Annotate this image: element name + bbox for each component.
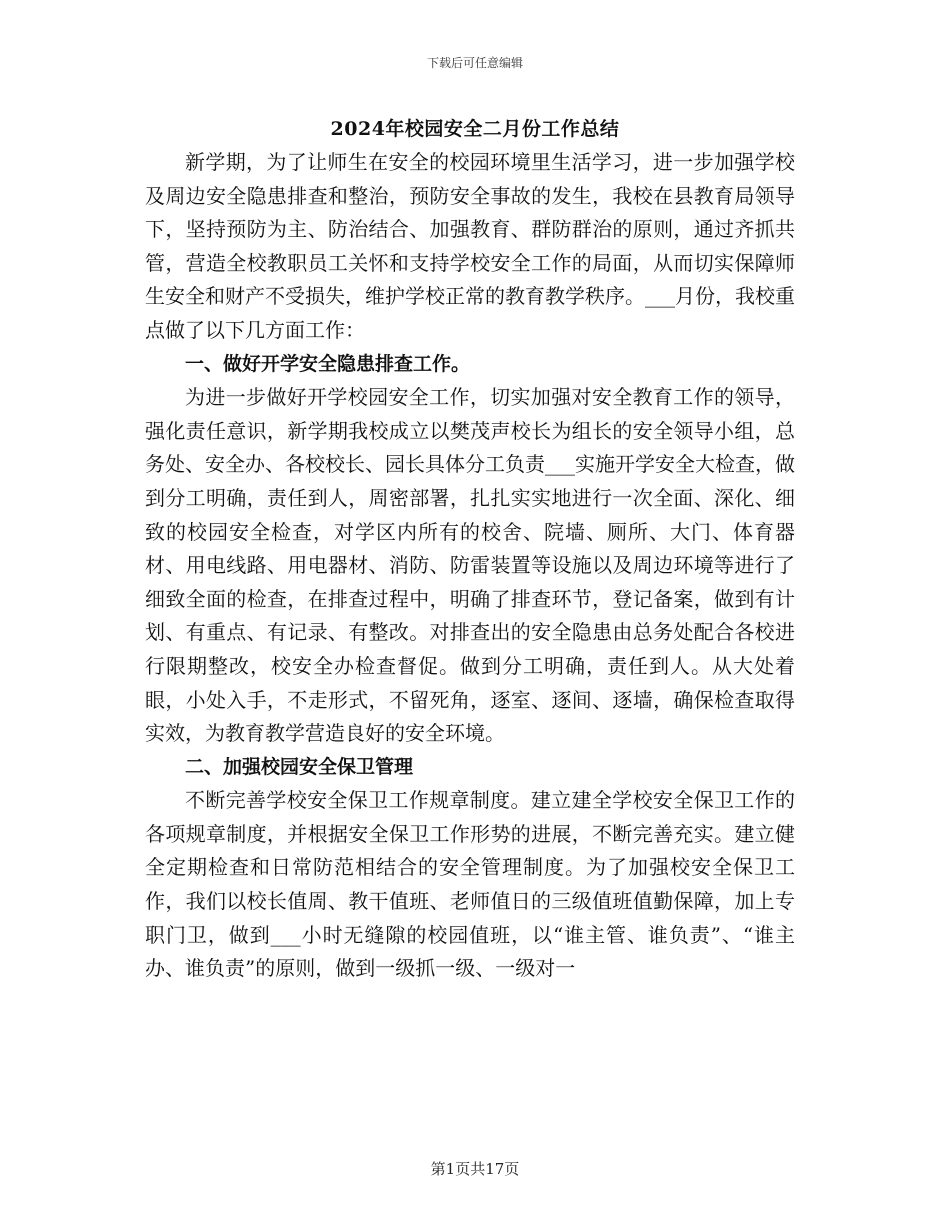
document-body — [145, 146, 795, 986]
page-footer: 第1页共17页 — [430, 1160, 520, 1178]
header-note: 下载后可任意编辑 — [426, 56, 523, 70]
section-heading-2: 二、加强校园安全保卫管理 — [185, 755, 414, 778]
intro-paragraph: 新学期，为了让师生在安全的校园环境里生活学习，进一步加强学校及周边安全隐患排查和整治，预防安全事故的发生，我校在县教育局领导下，坚持预防为主、防治结合、加强教育、群防群治的原则，通过齐抓共管，营造全校教职员工关怀和支持学校安全工作的局面，从而切实保障师生安全和财产不受损失，维护学校正常的教育教学秩序。___月份，我校重点做了以下几方面工作： — [145, 150, 795, 342]
section-1-paragraph: 为进一步做好开学校园安全工作，切实加强对安全教育工作的领导，强化责任意识，新学期我校成立以樊茂声校长为组长的安全领导小组，总务处、安全办、各校校长、园长具体分工负责___实施开学安全大检查，做到分工明确，责任到人，周密部署，扎扎实实地进行一次全面、深化、细致的校园安全检查，对学区内所有的校舍、院墙、厕所、大门、体育器材、用电线路、用电器材、消防、防雷装置等设施以及周边环境等进行了细致全面的检查，在排查过程中，明确了排查环节，登记备案，做到有计划、有重点、有记录、有整改。对排查出的安全隐患由总务处配合各校进行限期整改，校安全办检查督促。做到分工明确，责任到人。从大处着眼，小处入手，不走形式，不留死角，逐室、逐间、逐墙，确保检查取得实效，为教育教学营造良好的安全环境。 — [145, 385, 795, 746]
document-title: 2024年校园安全二月份工作总结 — [330, 118, 620, 140]
section-heading-1: 一、做好开学安全隐患排查工作。 — [185, 352, 471, 375]
section-2-paragraph: 不断完善学校安全保卫工作规章制度。建立建全学校安全保卫工作的各项规章制度，并根据安全保卫工作形势的进展，不断完善充实。建立健全定期检查和日常防范相结合的安全管理制度。为了加强校安全保卫工作，我们以校长值周、教干值班、老师值日的三级值班值勤保障，加上专职门卫，做到___小时无缝隙的校园值班，以“谁主管、谁负责”、“谁主办、谁负责”的原则，做到一级抓一级、一级对一 — [145, 788, 795, 981]
